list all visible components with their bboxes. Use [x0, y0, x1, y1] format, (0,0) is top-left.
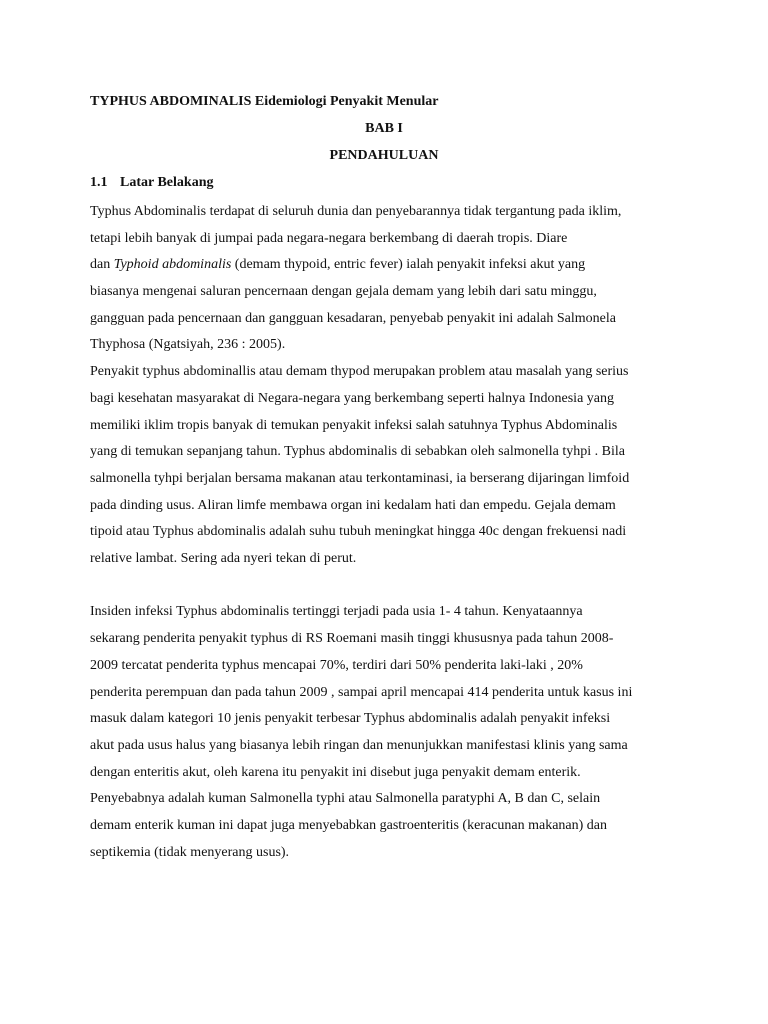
document-title: TYPHUS ABDOMINALIS Eidemiologi Penyakit Menular	[90, 94, 439, 109]
paragraph2-line6: pada dinding usus. Aliran limfe membawa organ ini kedalam hati dan empedu. Gejala demam	[90, 498, 616, 513]
paragraph3-line2: sekarang penderita penyakit typhus di RS Roemani masih tinggi khususnya pada tahun 2008-	[90, 631, 614, 646]
paragraph3-line3: 2009 tercatat penderita typhus mencapai 70%, terdiri dari 50% penderita laki-laki , 20%	[90, 658, 583, 673]
paragraph2-line4: yang di temukan sepanjang tahun. Typhus abdominalis di sebabkan oleh salmonella tyhpi . Bila	[90, 444, 625, 459]
paragraph3-line5: masuk dalam kategori 10 jenis penyakit terbesar Typhus abdominalis adalah penyakit infeksi	[90, 711, 611, 726]
paragraph2-line1: Penyakit typhus abdominallis atau demam thypod merupakan problem atau masalah yang serius	[90, 364, 629, 379]
paragraph2-line8: relative lambat. Sering ada nyeri tekan di perut.	[90, 551, 357, 566]
paragraph3-line4: penderita perempuan dan pada tahun 2009 , sampai april mencapai 414 penderita untuk kasus ini	[90, 685, 633, 700]
paragraph3-line7: dengan enteritis akut, oleh karena itu penyakit ini disebut juga penyakit demam enterik.	[90, 765, 581, 780]
paragraph1-line3	[90, 256, 585, 274]
paragraph3-line1: Insiden infeksi Typhus abdominalis tertinggi terjadi pada usia 1- 4 tahun. Kenyataannya	[90, 604, 583, 619]
paragraph3-line10: septikemia (tidak menyerang usus).	[90, 845, 290, 860]
section-title: Latar Belakang	[120, 175, 214, 190]
paragraph1-line5: gangguan pada pencernaan dan gangguan kesadaran, penyebab penyakit ini adalah Salmonela	[90, 311, 616, 326]
paragraph1-line1: Typhus Abdominalis terdapat di seluruh dunia dan penyebarannya tidak tergantung pada iklim,	[90, 204, 622, 219]
paragraph1-line3-prefix: dan	[90, 257, 114, 272]
paragraph2-line5: salmonella tyhpi berjalan bersama makanan atau terkontaminasi, ia berserang dijaringan limfoid	[90, 471, 630, 486]
paragraph2-line3: memiliki iklim tropis banyak di temukan penyakit infeksi salah satuhnya Typhus Abdominalis	[90, 418, 618, 433]
chapter-title: PENDAHULUAN	[329, 148, 439, 163]
paragraph3-line8: Penyebabnya adalah kuman Salmonella typhi atau Salmonella paratyphi A, B dan C, selain	[90, 791, 601, 806]
paragraph2-line2: bagi kesehatan masyarakat di Negara-negara yang berkembang seperti halnya Indonesia yang	[90, 391, 614, 406]
section-heading	[90, 174, 213, 192]
paragraph3-line9: demam enterik kuman ini dapat juga menyebabkan gastroenteritis (keracunan makanan) dan	[90, 818, 608, 833]
paragraph3-line6: akut pada usus halus yang biasanya lebih ringan dan menunjukkan manifestasi klinis yang sama	[90, 738, 628, 753]
paragraph1-line3-suffix: (demam thypoid, entric fever) ialah penyakit infeksi akut yang	[231, 257, 586, 272]
paragraph1-line4: biasanya mengenai saluran pencernaan dengan gejala demam yang lebih dari satu minggu,	[90, 284, 597, 299]
paragraph1-line6: Thyphosa (Ngatsiyah, 236 : 2005).	[90, 337, 286, 352]
chapter-label: BAB I	[365, 121, 403, 136]
section-number: 1.1	[90, 175, 108, 190]
paragraph1-line3-italic: Typhoid abdominalis	[113, 257, 232, 272]
paragraph2-line7: tipoid atau Typhus abdominalis adalah suhu tubuh meningkat hingga 40c dengan frekuensi nadi	[90, 524, 627, 539]
paragraph1-line2: tetapi lebih banyak di jumpai pada negara-negara berkembang di daerah tropis. Diare	[90, 231, 568, 246]
